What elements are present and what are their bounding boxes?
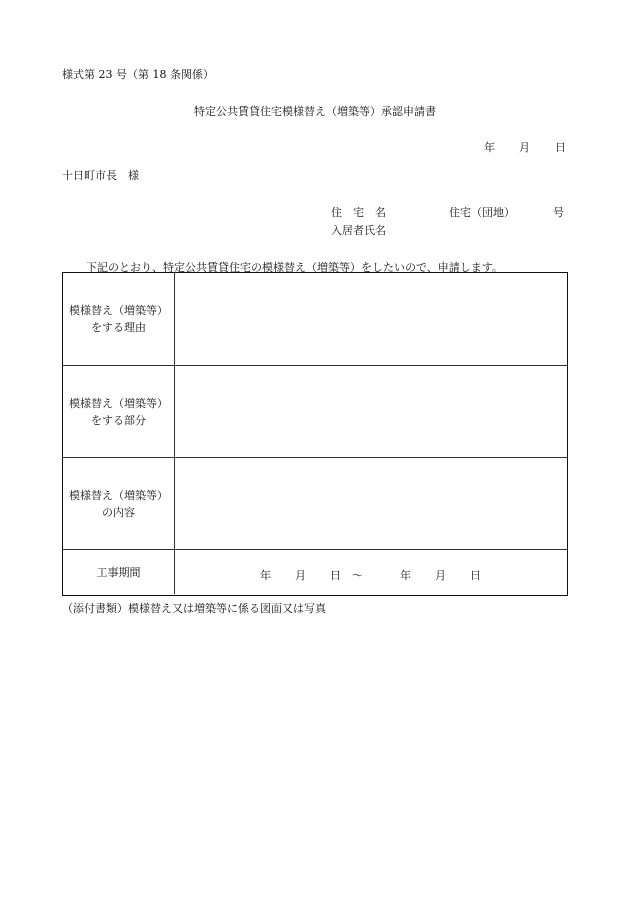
period-separator: ～ [352, 569, 363, 582]
content-label-line1: 模様替え（増築等） [69, 488, 168, 502]
number-label: 号 [553, 206, 564, 219]
application-table [62, 272, 568, 596]
period-end-year: 年 [400, 569, 411, 582]
date-year: 年 [484, 141, 495, 154]
reason-label-line1: 模様替え（増築等） [69, 304, 168, 317]
date-line [484, 139, 566, 155]
reason-label-line2: をする理由 [91, 321, 146, 334]
part-label-line2: をする部分 [91, 413, 146, 427]
period-start-month: 月 [295, 569, 306, 582]
reason-label [63, 273, 175, 365]
part-row [63, 366, 567, 458]
period-field[interactable] [174, 550, 567, 594]
date-day: 日 [555, 141, 566, 154]
addressee: 十日町市長 様 [62, 169, 139, 182]
part-label [63, 366, 175, 457]
reason-field[interactable] [174, 273, 567, 365]
form-number: 様式第 23 号（第 18 条関係） [62, 68, 214, 81]
period-start-year: 年 [260, 569, 271, 582]
content-label-line2: の内容 [102, 505, 135, 519]
house-name-label: 住 宅 名 [331, 206, 386, 219]
content-row [63, 458, 567, 550]
period-start-day: 日 [330, 569, 341, 582]
period-end-month: 月 [435, 569, 446, 582]
part-label-line1: 模様替え（増築等） [69, 396, 168, 410]
attachment-note: （添付書類）模様替え又は増築等に係る図面又は写真 [62, 602, 326, 615]
statement: 下記のとおり、特定公共賃貸住宅の模様替え（増築等）をしたいので、申請します。 [86, 261, 503, 274]
danchi-label: 住宅（団地） [449, 206, 515, 219]
document-title: 特定公共賃貸住宅模様替え（増築等）承認申請書 [194, 105, 436, 118]
part-field[interactable] [174, 366, 567, 457]
resident-name-label: 入居者氏名 [331, 224, 386, 237]
content-label [63, 458, 175, 549]
reason-row [63, 273, 567, 366]
content-field[interactable] [174, 458, 567, 549]
period-row [63, 550, 567, 594]
date-month: 月 [519, 141, 530, 154]
period-end-day: 日 [470, 569, 481, 582]
period-label: 工事期間 [63, 550, 175, 594]
period-text [260, 567, 481, 583]
